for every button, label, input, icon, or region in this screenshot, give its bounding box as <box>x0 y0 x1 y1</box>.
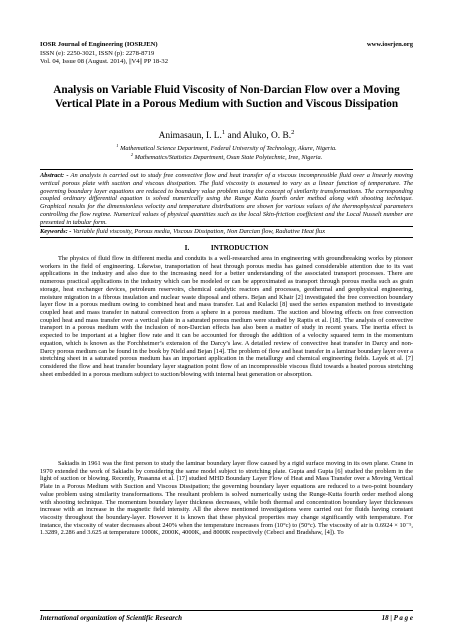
author-line <box>40 128 413 141</box>
abstract-label: Abstract: - <box>40 172 69 179</box>
affiliation-2-mark: 2 <box>130 151 134 157</box>
journal-volume: Vol. 04, Issue 08 (August. 2014), ||V4|| PP 18-32 <box>40 58 169 66</box>
paragraph-text: Sakiadis in 1961 was the first person to study the laminar boundary layer flow caused by a rigid surface moving in its own plane. Crane in 1970 extended the work of Sakiadis by considering the same model subject to stretching plate. Gupta and Gupta [6] studied the problem in the light of suction or blowing. Recently, Prasanna et al. [17] studied MHD Boundary Layer Flow of Heat and Mass Transfer over a Moving Vertical Plate in a Porous Medium with Suction and Viscous Dissipation; the governing boundary layer equations are reduced to a two-point boundary value problem using similarity transformations. The resultant problem is solved numerically using the Runge-Kutta fourth order method along with shooting technique. The momentum boundary layer thickness decreases, while both thermal and concentration boundary layer thicknesses increase with an increase in the magnetic field intensity. All the above mentioned investigations were carried out for fluids having constant viscosity throughout the boundary-layer. However it is known that these physical properties may change significantly with temperature. For instance, the viscosity of water decreases about 240% when the temperature increases from (10°c) to (50°c). The viscosity of air is 0.6924 × 10⁻⁵, 1.3289, 2.286 and 3.625 at temperature 1000K, 2000K, 4000K, and 8000K respectively (Cebeci and Bradshaw, [4]). To <box>40 460 413 537</box>
paper-title: Analysis on Variable Fluid Viscosity of Non-Darcian Flow over a Moving Vertical Plate in a Porous Medium with Suction and Viscous Dissipation <box>53 84 400 111</box>
author-1-affil-mark: 1 <box>221 128 226 136</box>
author-and: and <box>225 131 243 141</box>
author-2-affil-mark: 2 <box>291 128 295 136</box>
keywords-label: Keywords: - <box>40 228 72 235</box>
divider-middle <box>40 226 413 227</box>
page-number: 18 | P a g e <box>381 614 413 622</box>
journal-name: IOSR Journal of Engineering (IOSRJEN) <box>40 41 158 48</box>
affiliation-2-text: Mathematics/Statistics Department, Osun State Polytechnic, Iree, Nigeria. <box>133 154 323 161</box>
paragraph-text: The physics of fluid flow in different media and conduits is a well-researched area in engineering with groundbreaking works by pioneer workers in the field of engineering. Likewise, transportation of heat through porous media has gained considerable attention due to its vast applications in the industry and also due to the increasing need for a better understanding of the associated transport processes. There are numerous practical applications in the industry which can be modeled or can be approximated as transport through porous media such as grain storage, heat exchanger devices, petroleum reservoirs, chemical catalytic reactors and processes, geothermal and geophysical engineering, moisture migration in a fibrous insulation and nuclear waste disposal and others. Bejan and Khair [2] investigated the free convection boundary layer flow in a porous medium owing to combined heat and mass transfer. Lai and Kulacki [8] used the series expansion method to investigate coupled heat and mass transfer in natural convection from a sphere in a porous medium. The suction and blowing effects on free convection coupled heat and mass transfer over a vertical plate in a saturated porous medium were studied by Raptis et al. [18]. The analysis of convective transport in a porous medium with the inclusion of non-Darcian effects has also been a matter of study in recent years. The inertia effect is expected to be important at a higher flow rate and it can be accounted for through the addition of a velocity squared term in the momentum equation, which is known as the Forchheimer’s extension of the Darcy’s law. A detailed review of convective heat transfer in Darcy and non-Darcy porous medium can be found in the book by Nield and Bejan [14]. The problem of flow and heat transfer in a laminar boundary layer over a stretching sheet in a saturated porous medium has an important application in the metallurgy and chemical engineering fields. Layek et al. [7] considered the flow and heat transfer boundary layer stagnation point flow of an incompressible viscous fluid towards a heated porous stretching sheet embedded in a porous medium subject to suction/blowing with internal heat generation or absorption. <box>40 255 413 378</box>
divider-top <box>40 169 413 170</box>
affiliation-2 <box>40 151 413 161</box>
affiliation-1-mark: 1 <box>116 142 119 148</box>
author-1: Animasaun, I. L. <box>158 131 222 141</box>
intro-paragraph-1 <box>40 255 413 379</box>
journal-issn: ISSN (e): 2250-3021, ISSN (p): 2278-8719 <box>40 49 155 57</box>
section-heading <box>40 244 413 252</box>
keywords <box>40 228 413 235</box>
footer-organization: International organization of Scientific Research <box>40 614 182 622</box>
affiliation-1-text: Mathematical Science Department, Federal University of Technology, Akure, Nigeria. <box>118 145 337 152</box>
divider-bottom <box>40 237 413 238</box>
keywords-text: Variable fluid viscosity, Porous media, Viscous Dissipation, Non Darcian flow, Radiative Heat flux <box>71 228 326 235</box>
journal-header <box>40 41 168 67</box>
journal-website: www.iosrjen.org <box>366 41 413 48</box>
footer-divider <box>40 610 413 611</box>
affiliation-1 <box>40 142 413 152</box>
intro-paragraph-2 <box>40 460 413 537</box>
section-number: I. <box>184 244 190 252</box>
abstract-text: An analysis is carried out to study free convective flow and heat transfer of a viscous incompressible fluid over a linearly moving vertical porous plate with suction and viscous dissipation. The fluid viscosity is assumed to vary as a linear function of temperature. The governing boundary layer equations are reduced to boundary value problem using the concept of similarity transformations. The corresponding coupled ordinary differential equation is solved numerically using the Runge Kutta fourth order method along with shooting technique. Graphical results for the dimensionless velocity and temperature distributions are shown for various values of the thermophysical parameters controlling the flow regime. Numerical values of physical quantities such as the local Skin-friction coefficient and the Local Nusselt number are presented in tabular form. <box>40 172 414 226</box>
author-2: Aluko, O. B. <box>242 131 292 141</box>
section-title: INTRODUCTION <box>210 244 269 252</box>
abstract <box>40 172 413 227</box>
